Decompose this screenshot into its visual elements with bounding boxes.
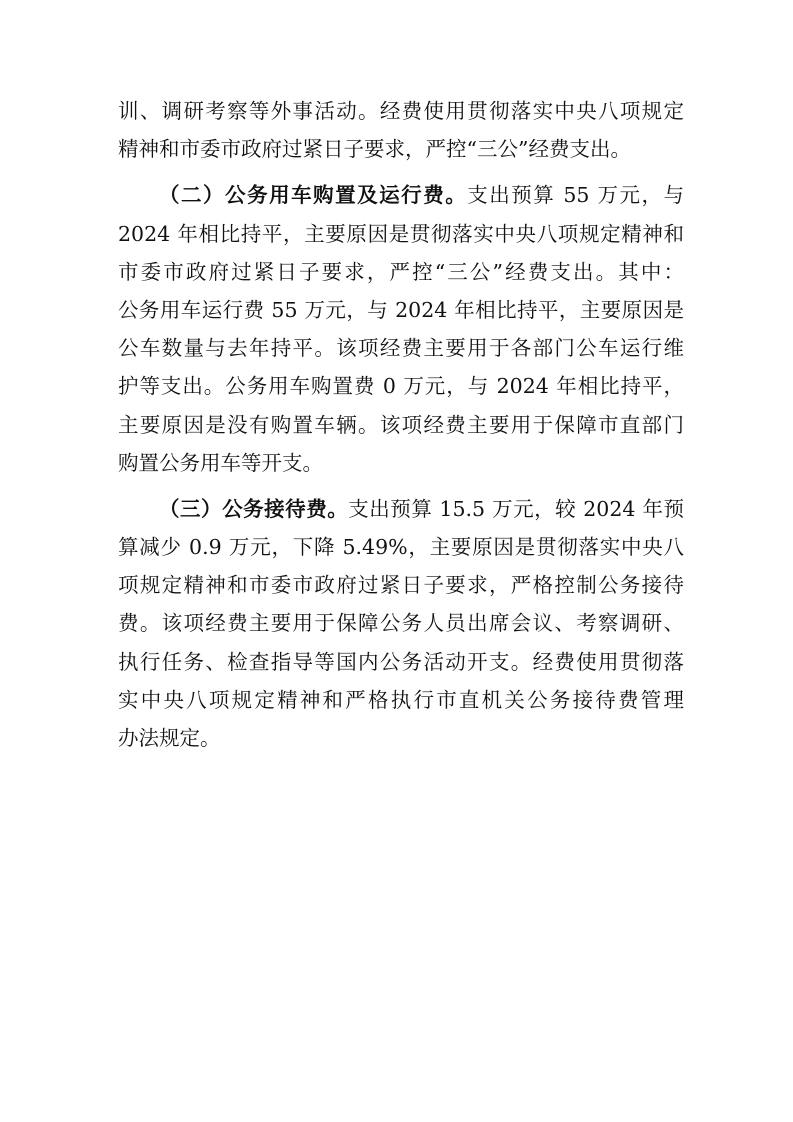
text-run: 支出预算 15.5 万元，较 2024 年预 [348,496,684,521]
text-line [118,176,684,214]
text-line [118,490,684,528]
text-line: 算减少 0.9 万元，下降 5.49%，主要原因是贯彻落实中央八 [118,535,684,560]
text-line: 精神和市委市政府过紧日子要求，严控“三公”经费支出。 [118,137,631,162]
text-line: 主要原因是没有购置车辆。该项经费主要用于保障市直部门 [118,412,684,437]
text-line: 市委市政府过紧日子要求，严控“三公”经费支出。其中： [118,259,684,284]
paragraph-reception-expenses [118,490,684,757]
text-line: 购置公务用车等开支。 [118,450,323,475]
text-line: 项规定精神和市委市政府过紧日子要求，严格控制公务接待 [118,573,684,598]
text-line: 执行任务、检查指导等国内公务活动开支。经费使用贯彻落 [118,649,684,674]
paragraph-continuation [118,92,684,168]
document-body [118,92,684,757]
text-line: 实中央八项规定精神和严格执行市直机关公务接待费管理 [118,687,684,712]
text-line: 护等支出。公务用车购置费 0 万元，与 2024 年相比持平， [118,374,684,399]
text-line: 办法规定。 [118,726,221,750]
text-line: 公车数量与去年持平。该项经费主要用于各部门公车运行维 [118,336,684,361]
text-line: 训、调研考察等外事活动。经费使用贯彻落实中央八项规定 [118,99,684,123]
text-line: 2024 年相比持平，主要原因是贯彻落实中央八项规定精神和 [118,221,684,246]
section-heading: （三）公务接待费。 [159,496,349,521]
section-heading: （二）公务用车购置及运行费。 [159,183,468,208]
text-line: 费。该项经费主要用于保障公务人员出席会议、考察调研、 [118,611,684,636]
text-run: 支出预算 55 万元，与 [467,183,684,208]
text-line: 公务用车运行费 55 万元，与 2024 年相比持平，主要原因是 [118,297,684,322]
paragraph-vehicle-expenses [118,176,684,482]
